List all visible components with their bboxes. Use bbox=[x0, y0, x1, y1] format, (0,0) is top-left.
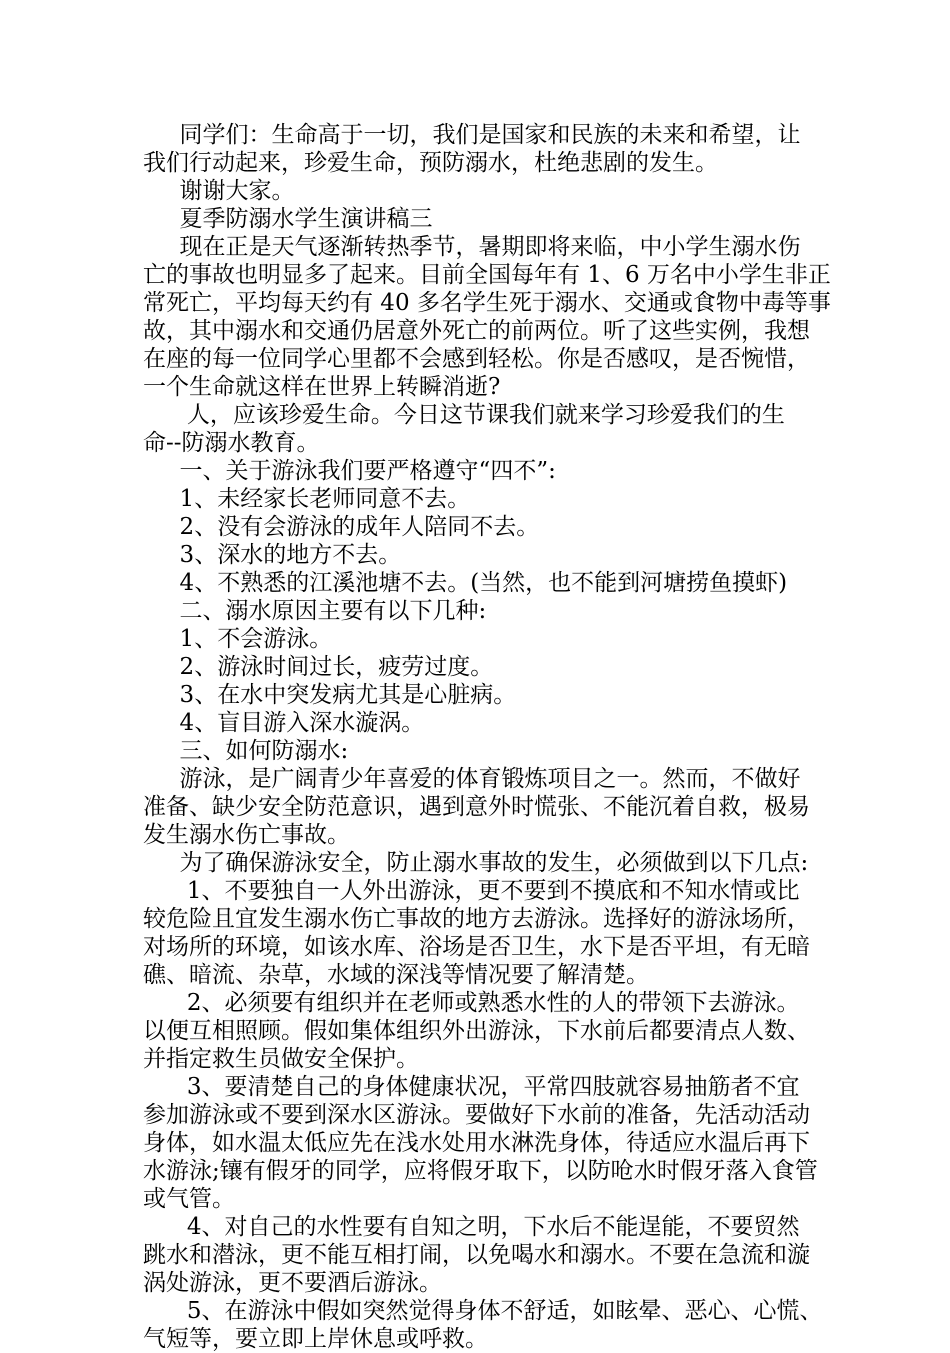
text-line: 1、未经家长老师同意不去。 bbox=[143, 486, 471, 512]
text-line: 跳水和潜泳，更不能互相打闹，以免喝水和溺水。不要在急流和漩 bbox=[143, 1242, 810, 1268]
text-line: 较危险且宜发生溺水伤亡事故的地方去游泳。选择好的游泳场所， bbox=[143, 906, 810, 932]
text-line: 并指定救生员做安全保护。 bbox=[143, 1046, 419, 1072]
paragraph bbox=[143, 849, 828, 877]
text-line: 2、游泳时间过长，疲劳过度。 bbox=[143, 654, 494, 680]
text-line: 水游泳;镶有假牙的同学，应将假牙取下，以防呛水时假牙落入食管 bbox=[143, 1158, 818, 1184]
text-line: 现在正是天气逐渐转热季节，暑期即将来临，中小学生溺水伤 bbox=[143, 234, 801, 260]
text-line: 同学们：生命高于一切，我们是国家和民族的未来和希望，让 bbox=[143, 122, 801, 148]
paragraph bbox=[143, 1297, 828, 1353]
text-line: 我们行动起来，珍爱生命，预防溺水，杜绝悲剧的发生。 bbox=[143, 150, 718, 176]
paragraph bbox=[143, 877, 828, 989]
paragraph bbox=[143, 485, 828, 513]
paragraph bbox=[143, 597, 828, 625]
text-line: 常死亡，平均每天约有 40 多名学生死于溺水、交通或食物中毒等事 bbox=[143, 290, 831, 316]
text-line: 参加游泳或不要到深水区游泳。要做好下水前的准备，先活动活动 bbox=[143, 1102, 810, 1128]
paragraph bbox=[143, 121, 828, 177]
text-line: 游泳，是广阔青少年喜爱的体育锻炼项目之一。然而，不做好 bbox=[143, 766, 801, 792]
text-line: 二、溺水原因主要有以下几种: bbox=[143, 598, 487, 624]
text-line: 命--防溺水教育。 bbox=[143, 430, 320, 456]
text-line: 气短等，要立即上岸休息或呼救。 bbox=[143, 1326, 488, 1352]
speech-text-body bbox=[143, 121, 831, 1353]
paragraph bbox=[143, 625, 828, 653]
text-line: 1、不要独自一人外出游泳，更不要到不摸底和不知水情或比 bbox=[143, 878, 800, 904]
text-line: 一、关于游泳我们要严格遵守“四不”: bbox=[143, 458, 556, 484]
text-line: 4、盲目游入深水漩涡。 bbox=[143, 710, 425, 736]
text-line: 礁、暗流、杂草，水域的深浅等情况要了解清楚。 bbox=[143, 962, 649, 988]
text-line: 谢谢大家。 bbox=[143, 178, 295, 204]
paragraph bbox=[143, 401, 828, 457]
paragraph bbox=[143, 989, 828, 1073]
paragraph bbox=[143, 513, 828, 541]
text-line: 人，应该珍爱生命。今日这节课我们就来学习珍爱我们的生 bbox=[143, 402, 785, 428]
paragraph bbox=[143, 569, 828, 597]
paragraph bbox=[143, 737, 828, 765]
text-line: 以便互相照顾。假如集体组织外出游泳，下水前后都要清点人数、 bbox=[143, 1018, 810, 1044]
text-line: 身体，如水温太低应先在浅水处用水淋洗身体，待适应水温后再下 bbox=[143, 1130, 810, 1156]
text-line: 发生溺水伤亡事故。 bbox=[143, 822, 350, 848]
text-line: 一个生命就这样在世界上转瞬消逝? bbox=[143, 374, 501, 400]
paragraph bbox=[143, 457, 828, 485]
text-line: 涡处游泳，更不要酒后游泳。 bbox=[143, 1270, 442, 1296]
text-line: 4、对自己的水性要有自知之明，下水后不能逞能，不要贸然 bbox=[143, 1214, 800, 1240]
text-line: 3、要清楚自己的身体健康状况，平常四肢就容易抽筋者不宜 bbox=[143, 1074, 800, 1100]
paragraph bbox=[143, 177, 828, 205]
paragraph bbox=[143, 205, 828, 233]
paragraph bbox=[143, 1213, 828, 1297]
text-line: 5、在游泳中假如突然觉得身体不舒适，如眩晕、恶心、心慌、 bbox=[143, 1298, 823, 1324]
text-line: 在座的每一位同学心里都不会感到轻松。你是否感叹，是否惋惜， bbox=[143, 346, 810, 372]
paragraph bbox=[143, 765, 828, 849]
text-line: 或气管。 bbox=[143, 1186, 235, 1212]
text-line: 准备、缺少安全防范意识，遇到意外时慌张、不能沉着自救，极易 bbox=[143, 794, 810, 820]
text-line: 亡的事故也明显多了起来。目前全国每年有 1、6 万名中小学生非正 bbox=[143, 262, 831, 288]
text-line: 对场所的环境，如该水库、浴场是否卫生，水下是否平坦，有无暗 bbox=[143, 934, 810, 960]
paragraph bbox=[143, 541, 828, 569]
paragraph bbox=[143, 1073, 828, 1213]
text-line: 三、如何防溺水: bbox=[143, 738, 349, 764]
text-line: 为了确保游泳安全，防止溺水事故的发生，必须做到以下几点: bbox=[143, 850, 809, 876]
paragraph bbox=[143, 653, 828, 681]
text-line: 1、不会游泳。 bbox=[143, 626, 333, 652]
text-line: 故，其中溺水和交通仍居意外死亡的前两位。听了这些实例，我想 bbox=[143, 318, 810, 344]
paragraph bbox=[143, 681, 828, 709]
text-line: 4、不熟悉的江溪池塘不去。(当然，也不能到河塘捞鱼摸虾) bbox=[143, 570, 788, 596]
text-line: 夏季防溺水学生演讲稿三 bbox=[143, 206, 433, 232]
paragraph bbox=[143, 233, 831, 401]
text-line: 2、没有会游泳的成年人陪同不去。 bbox=[143, 514, 540, 540]
text-line: 3、在水中突发病尤其是心脏病。 bbox=[143, 682, 517, 708]
paragraph bbox=[143, 709, 828, 737]
text-line: 2、必须要有组织并在老师或熟悉水性的人的带领下去游泳。 bbox=[143, 990, 800, 1016]
text-line: 3、深水的地方不去。 bbox=[143, 542, 402, 568]
